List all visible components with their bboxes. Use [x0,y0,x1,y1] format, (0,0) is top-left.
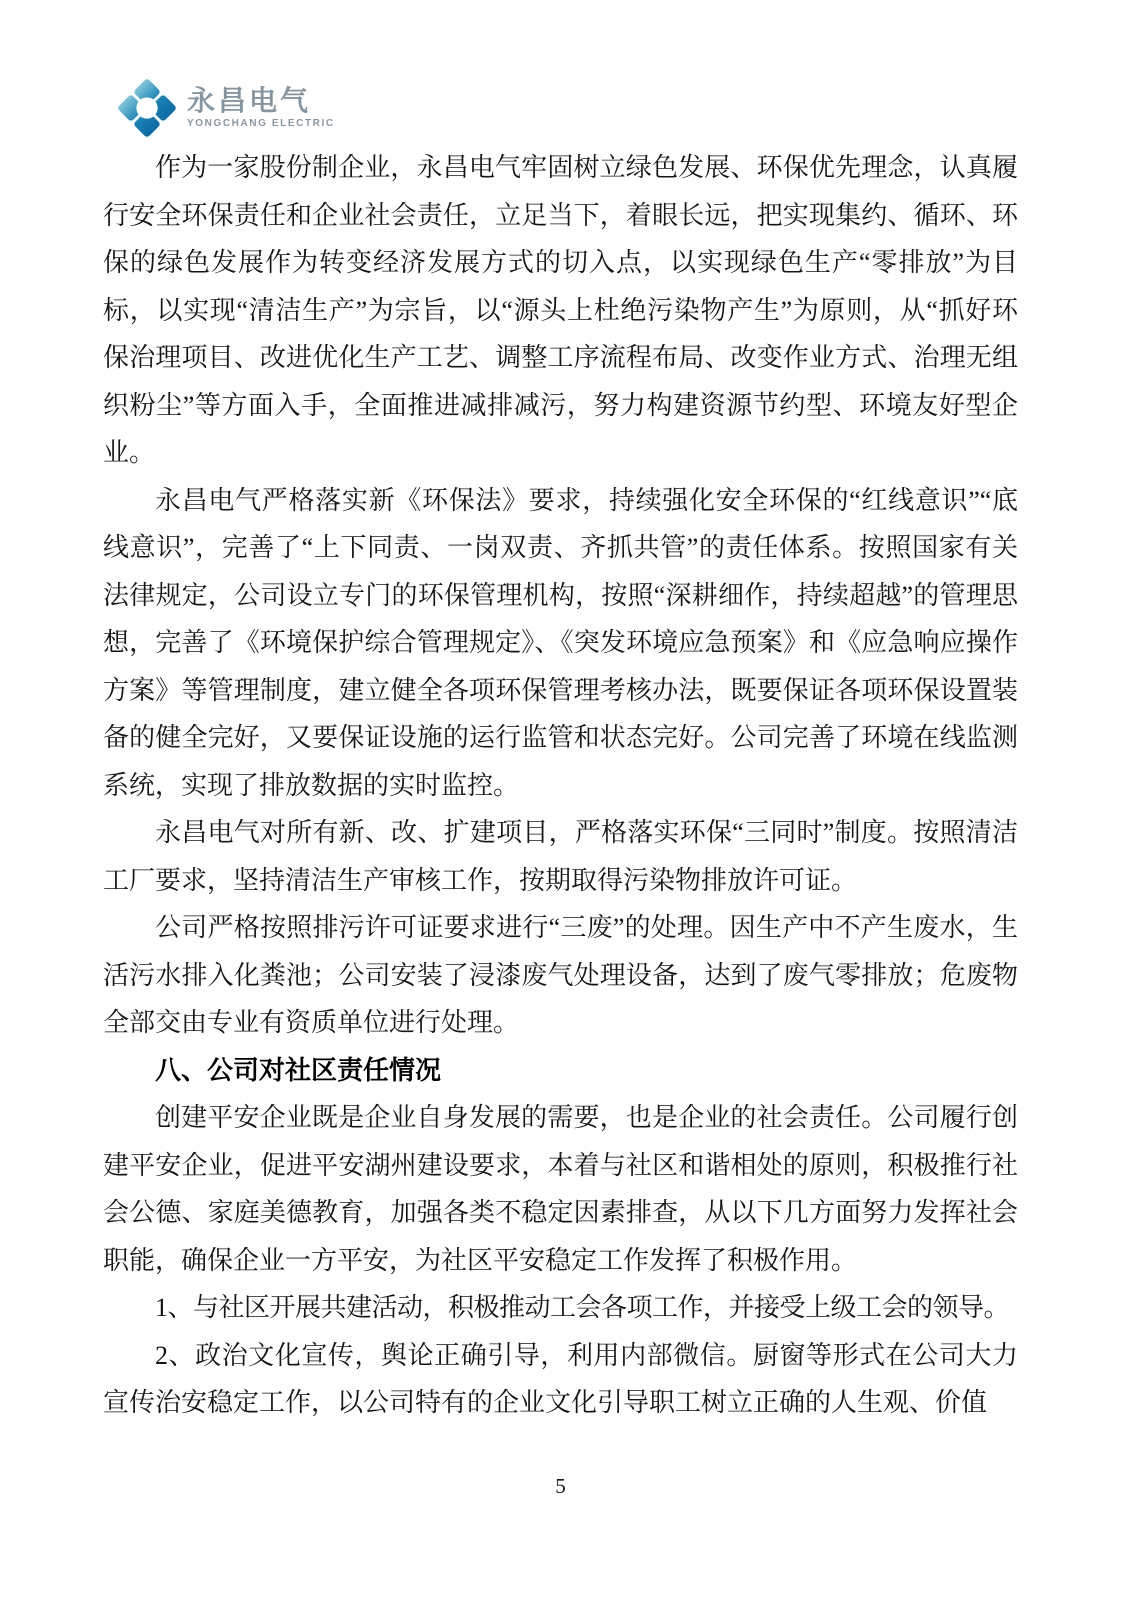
page-number: 5 [555,1474,566,1498]
section-heading-community-responsibility: 八、公司对社区责任情况 [155,1054,442,1085]
company-logo-text [187,87,335,129]
diamond-logo-icon [116,76,178,140]
company-name-cn: 永昌电气 [187,85,312,116]
document-body [103,144,1018,1427]
paragraph-item-1: 1、与社区开展共建活动，积极推动工会各项工作，并接受上级工会的领导。 [155,1293,1010,1322]
company-logo [116,76,335,140]
paragraph-three-simultaneous: 永昌电气对所有新、改、扩建项目，严格落实环保“三同时”制度。按照清洁工厂要求，坚持清洁生产审核工作，按期取得污染物排放许可证。 [103,818,1018,895]
paragraph-item-2: 2、政治文化宣传，舆论正确引导，利用内部微信。厨窗等形式在公司大力宣传治安稳定工作，以公司特有的企业文化引导职工树立正确的人生观、价值 [103,1340,1018,1417]
paragraph-three-wastes: 公司严格按照排污许可证要求进行“三废”的处理。因生产中不产生废水，生活污水排入化粪池；公司安装了浸漆废气处理设备，达到了废气零排放；危废物全部交由专业有资质单位进行处理。 [103,913,1018,1037]
paragraph-environment-policy: 作为一家股份制企业，永昌电气牢固树立绿色发展、环保优先理念，认真履行安全环保责任和企业社会责任，立足当下，着眼长远，把实现集约、循环、环保的绿色发展作为转变经济发展方式的切入点，以实现绿色生产“零排放”为目标，以实现“清洁生产”为宗旨，以“源头上杜绝污染物产生”为原则，从“抓好环保治理项目、改进优化生产工艺、调整工序流程布局、改变作业方式、治理无组织粉尘”等方面入手，全面推进减排减污，努力构建资源节约型、环境友好型企业。 [103,153,1018,467]
paragraph-environment-law: 永昌电气严格落实新《环保法》要求，持续强化安全环保的“红线意识”“底线意识”，完善了“上下同责、一岗双责、齐抓共管”的责任体系。按照国家有关法律规定，公司设立专门的环保管理机构，按照“深耕细作，持续超越”的管理思想，完善了《环境保护综合管理规定》、《突发环境应急预案》和《应急响应操作方案》等管理制度，建立健全各项环保管理考核办法，既要保证各项环保设置装备的健全完好，又要保证设施的运行监管和状态完好。公司完善了环境在线监测系统，实现了排放数据的实时监控。 [103,485,1018,800]
company-name-en: YONGCHANG ELECTRIC [187,118,335,129]
paragraph-safe-enterprise: 创建平安企业既是企业自身发展的需要，也是企业的社会责任。公司履行创建平安企业，促进平安湖州建设要求，本着与社区和谐相处的原则，积极推行社会公德、家庭美德教育，加强各类不稳定因素排查，从以下几方面努力发挥社会职能，确保企业一方平安，为社区平安稳定工作发挥了积极作用。 [103,1103,1018,1275]
